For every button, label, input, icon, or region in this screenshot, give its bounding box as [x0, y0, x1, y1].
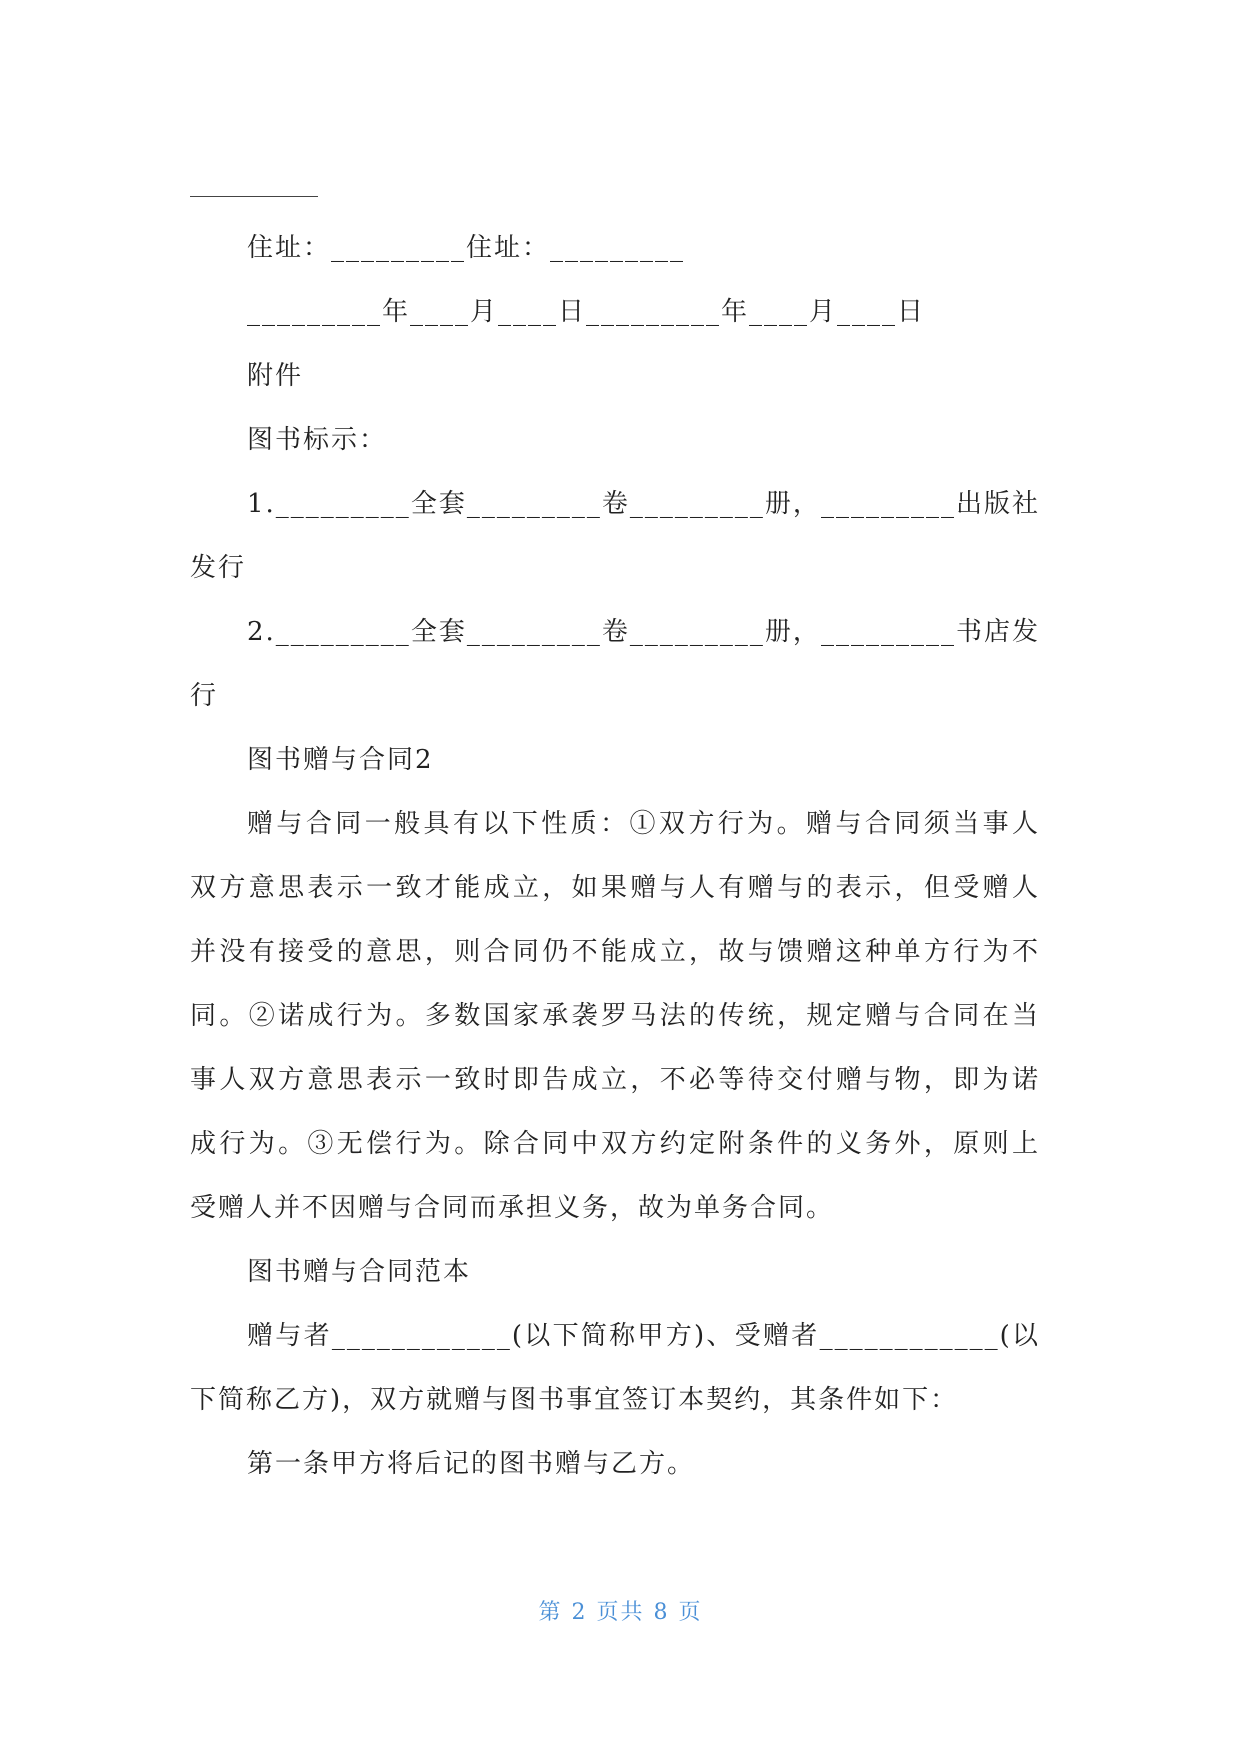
- section-title-2: 图书赠与合同2: [247, 745, 434, 775]
- paragraph-line: 受赠人并不因赠与合同而承担义务，故为单务合同。: [190, 1193, 835, 1223]
- paragraph-line: 同。②诺成行为。多数国家承袭罗马法的传统，规定赠与合同在当: [190, 1001, 1040, 1031]
- page-footer: 第 2 页共 8 页: [538, 1600, 703, 1625]
- book-item-1: 1._________全套_________卷_________册，_________出版社: [247, 489, 1040, 519]
- attachment-heading: 附件: [247, 361, 304, 391]
- article-1: 第一条甲方将后记的图书赠与乙方。: [247, 1449, 696, 1479]
- book-item-1-cont: 发行: [190, 553, 247, 583]
- book-item-2-cont: 行: [190, 681, 219, 711]
- book-item-2: 2._________全套_________卷_________册，_________书店发: [247, 617, 1040, 647]
- address-line: 住址：_________住址：_________: [247, 233, 686, 263]
- paragraph-line: 赠与合同一般具有以下性质：①双方行为。赠与合同须当事人: [247, 809, 1040, 839]
- parties-line: 赠与者____________(以下简称甲方)、受赠者____________(以: [247, 1321, 1040, 1351]
- book-label: 图书标示：: [247, 425, 388, 455]
- paragraph-line: 事人双方意思表示一致时即告成立，不必等待交付赠与物，即为诺: [190, 1065, 1040, 1095]
- parties-line-cont: 下简称乙方)，双方就赠与图书事宜签订本契约，其条件如下：: [190, 1385, 959, 1415]
- date-line: _________年____月____日_________年____月____日: [247, 297, 926, 327]
- paragraph-line: 双方意思表示一致才能成立，如果赠与人有赠与的表示，但受赠人: [190, 873, 1040, 903]
- section-title-template: 图书赠与合同范本: [247, 1257, 472, 1287]
- paragraph-line: 并没有接受的意思，则合同仍不能成立，故与馈赠这种单方行为不: [190, 937, 1040, 967]
- paragraph-line: 成行为。③无偿行为。除合同中双方约定附条件的义务外，原则上: [190, 1129, 1040, 1159]
- signature-line: [190, 196, 318, 197]
